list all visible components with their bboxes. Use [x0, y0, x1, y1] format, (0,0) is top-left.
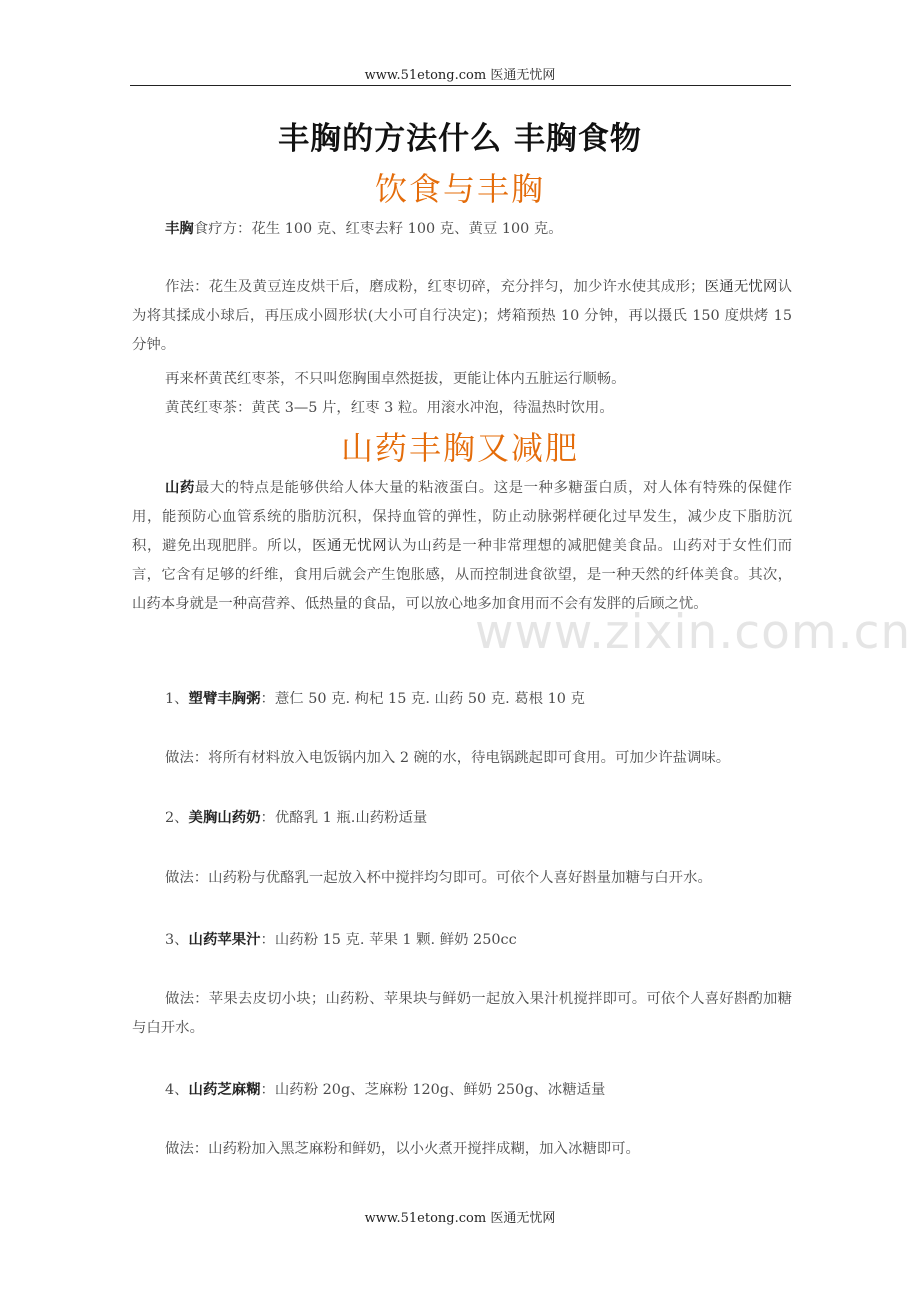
watermark: www.zixin.com.cn — [475, 605, 912, 660]
page-footer: www.51etong.com 医通无忧网 — [364, 1211, 556, 1226]
recipe-number: 4、 — [165, 1082, 189, 1098]
recipe-number: 1、 — [165, 691, 189, 707]
paragraph-recipe-intro — [132, 214, 792, 244]
recipe-method: 做法：山药粉与优酪乳一起放入杯中搅拌均匀即可。可依个人喜好斟量加糖与白开水。 — [165, 870, 712, 886]
recipe-ingredients — [132, 925, 792, 955]
paragraph-text: 认为将其揉成小球后，再压成小圆形状(大小可自行决定)；烤箱预热 10 分钟，再以摄氏 150 度烘烤 15 分钟。 — [132, 279, 792, 353]
recipe-name: 山药芝麻糊 — [188, 1081, 261, 1098]
recipe-method: 做法：苹果去皮切小块；山药粉、苹果块与鲜奶一起放入果汁机搅拌即可。可依个人喜好斟酌加糖与白开水。 — [132, 991, 792, 1036]
recipe-ingredients — [132, 1075, 792, 1105]
recipe-method: 做法：山药粉加入黑芝麻粉和鲜奶，以小火煮开搅拌成糊，加入冰糖即可。 — [165, 1141, 640, 1157]
paragraph-text: 认为山药是一种非常理想的减肥健美食品。山药对于女性们而言，它含有足够的纤维，食用后就会产生饱胀感，从而控制进食欲望，是一种天然的纤体美食。其次，山药本身就是一种高营养、低热量的食品，可以放心地多加食用而不会有发胖的后顾之忧。 — [132, 538, 792, 612]
recipe-ingredients — [132, 684, 792, 714]
paragraph-tea: 再来杯黄芪红枣茶，不只叫您胸围卓然挺拔，更能让体内五脏运行顺畅。 — [165, 371, 626, 387]
recipe-ingredients-text: ：山药粉 15 克. 苹果 1 颗. 鲜奶 250cc — [260, 932, 517, 948]
page-header: www.51etong.com 医通无忧网 — [364, 68, 556, 83]
site-name: 医通无忧网 — [312, 538, 388, 554]
section-heading-diet: 饮食与丰胸 — [374, 170, 545, 208]
paragraph-method — [132, 273, 792, 360]
recipe-method: 做法：将所有材料放入电饭锅内加入 2 碗的水，待电锅跳起即可食用。可加少许盐调味。 — [165, 750, 731, 766]
recipe-name: 山药苹果汁 — [188, 931, 261, 948]
paragraph-text: 食疗方：花生 100 克、红枣去籽 100 克、黄豆 100 克。 — [193, 221, 563, 237]
site-name: 医通无忧网 — [704, 279, 778, 295]
recipe-ingredients-text: ：山药粉 20g、芝麻粉 120g、鲜奶 250g、冰糖适量 — [260, 1082, 606, 1098]
paragraph-text: 作法：花生及黄豆连皮烘干后，磨成粉，红枣切碎，充分拌匀，加少许水使其成形； — [165, 279, 705, 295]
bold-term: 丰胸 — [165, 220, 194, 237]
paragraph-tea-recipe: 黄芪红枣茶：黄芪 3—5 片，红枣 3 粒。用滚水冲泡，待温热时饮用。 — [165, 400, 614, 416]
recipe-ingredients-text: ：薏仁 50 克. 枸杞 15 克. 山药 50 克. 葛根 10 克 — [260, 691, 585, 707]
paragraph-text: 最大的特点是能够供给人体大量的粘液蛋白。这是一种多糖蛋白质，对人体有特殊的保健作用，能预防心血管系统的脂肪沉积，保持血管的弹性，防止动脉粥样硬化过早发生，减少皮下脂肪沉积，避免出现肥胖。所以， — [132, 480, 792, 554]
paragraph-yam-intro — [132, 473, 792, 619]
document-title: 丰胸的方法什么 丰胸食物 — [278, 121, 642, 157]
recipe-name: 美胸山药奶 — [188, 809, 261, 826]
recipe-number: 3、 — [165, 932, 189, 948]
recipe-ingredients — [132, 803, 792, 833]
recipe-ingredients-text: ：优酪乳 1 瓶.山药粉适量 — [260, 810, 428, 826]
header-divider — [130, 85, 791, 86]
recipe-number: 2、 — [165, 810, 189, 826]
recipe-name: 塑臂丰胸粥 — [188, 690, 261, 707]
bold-term: 山药 — [165, 479, 195, 496]
section-heading-yam: 山药丰胸又减肥 — [340, 429, 579, 467]
